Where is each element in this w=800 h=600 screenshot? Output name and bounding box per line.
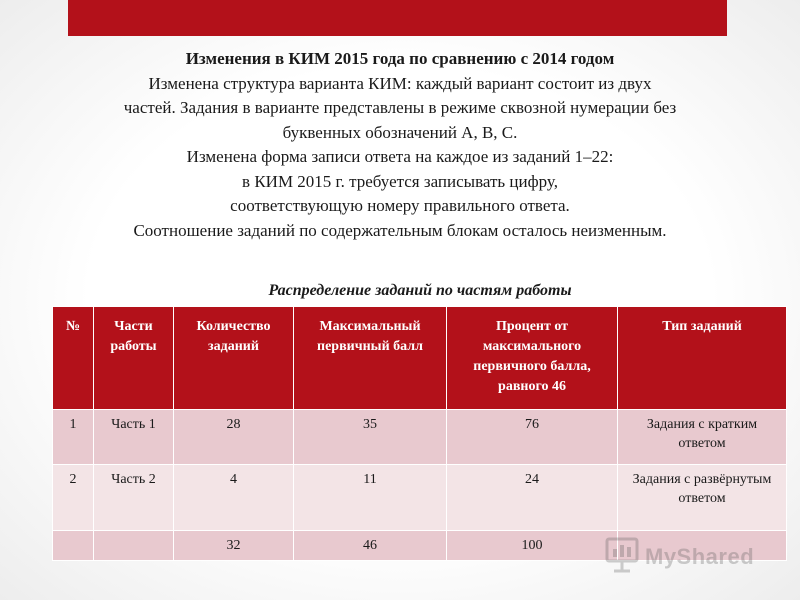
cell-number bbox=[53, 531, 94, 561]
cell-percent: 76 bbox=[447, 410, 618, 465]
cell-percent: 24 bbox=[447, 465, 618, 531]
distribution-table bbox=[52, 306, 787, 561]
cell-number: 1 bbox=[53, 410, 94, 465]
table-row bbox=[53, 410, 787, 465]
watermark-text: MyShared bbox=[645, 544, 755, 569]
intro-line: Изменена структура варианта КИМ: каждый вариант состоит из двух bbox=[148, 73, 652, 93]
column-header-percent: Процент от максимального первичного балла, равного 46 bbox=[447, 307, 618, 410]
watermark bbox=[605, 532, 765, 582]
table-header-row bbox=[53, 307, 787, 410]
presentation-board-icon bbox=[605, 537, 639, 578]
cell-total-task-count: 32 bbox=[174, 531, 294, 561]
cell-task-type: Задания с развёрнутым ответом bbox=[618, 465, 787, 531]
cell-max-score: 11 bbox=[294, 465, 447, 531]
column-header-number: № bbox=[53, 307, 94, 410]
cell-task-type: Задания с кратким ответом bbox=[618, 410, 787, 465]
cell-task-count: 4 bbox=[174, 465, 294, 531]
cell-total-max-score: 46 bbox=[294, 531, 447, 561]
intro-line: соответствующую номеру правильного ответа. bbox=[230, 196, 570, 215]
column-header-task-count: Количество заданий bbox=[174, 307, 294, 410]
cell-max-score: 35 bbox=[294, 410, 447, 465]
intro-line: буквенных обозначений А, В, С. bbox=[282, 122, 518, 142]
cell-part: Часть 1 bbox=[94, 410, 174, 465]
column-header-task-type: Тип заданий bbox=[618, 307, 787, 410]
cell-task-count: 28 bbox=[174, 410, 294, 465]
table-caption: Распределение заданий по частям работы bbox=[268, 282, 572, 299]
cell-part: Часть 2 bbox=[94, 465, 174, 531]
intro-text-block bbox=[40, 47, 760, 243]
cell-total-percent: 100 bbox=[447, 531, 618, 561]
slide-title: Изменения в КИМ 2015 года по сравнению с 2014 годом bbox=[185, 49, 615, 68]
intro-line: Изменена форма записи ответа на каждое из заданий 1–22: bbox=[186, 147, 614, 166]
cell-part bbox=[94, 531, 174, 561]
intro-line: частей. Задания в варианте представлены в режиме сквозной нумерации без bbox=[123, 98, 677, 117]
intro-line: Соотношение заданий по содержательным блокам осталось неизменным. bbox=[133, 220, 667, 240]
table-row bbox=[53, 465, 787, 531]
intro-line: в КИМ 2015 г. требуется записывать цифру, bbox=[242, 171, 558, 191]
top-accent-bar bbox=[68, 0, 727, 36]
column-header-parts: Части работы bbox=[94, 307, 174, 410]
column-header-max-score: Максимальный первичный балл bbox=[294, 307, 447, 410]
cell-number: 2 bbox=[53, 465, 94, 531]
